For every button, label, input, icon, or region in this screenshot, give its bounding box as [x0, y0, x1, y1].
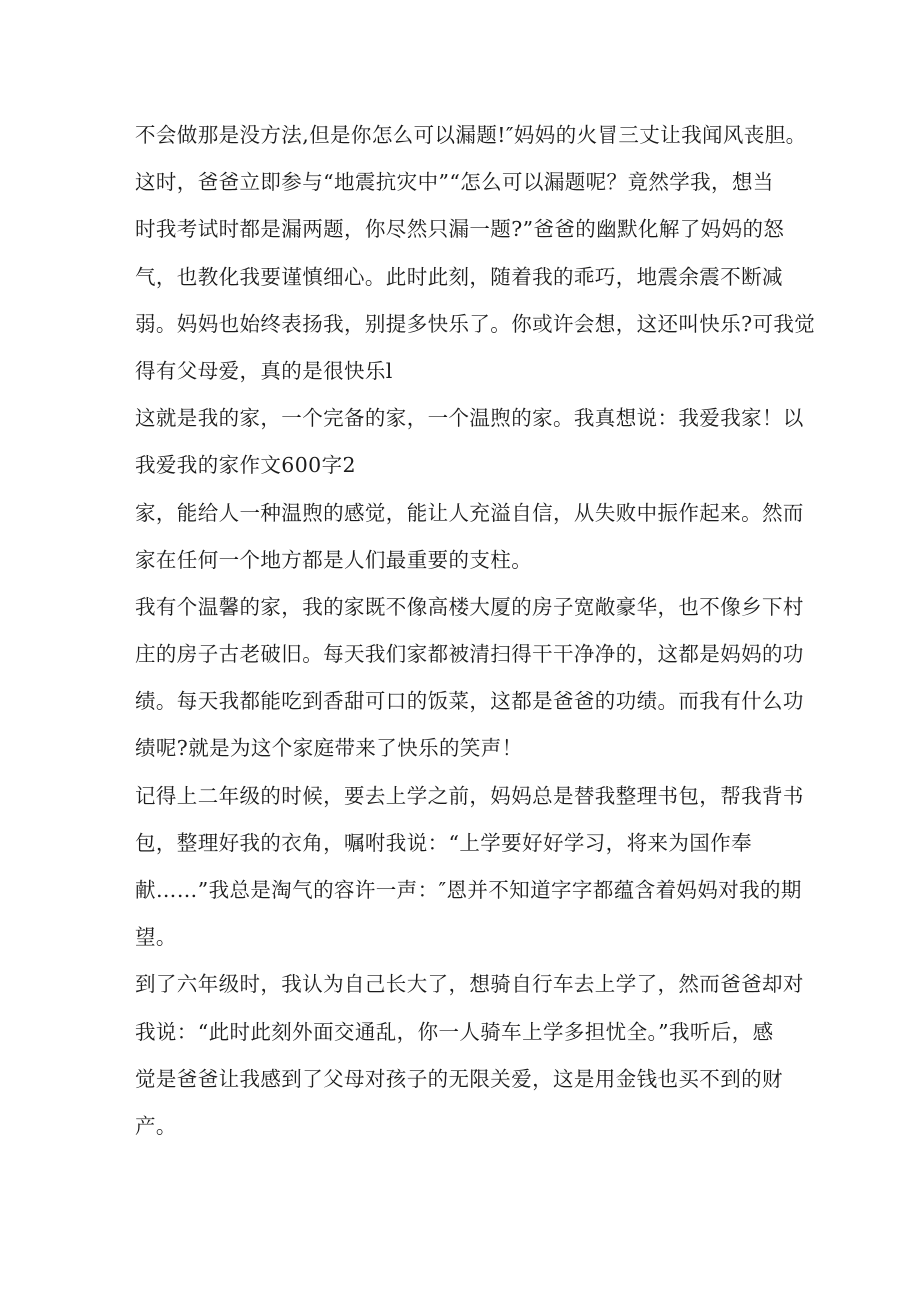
text-line: 包，整理好我的衣角，嘱咐我说：“上学要好好学习，将来为国作奉 [135, 830, 752, 855]
text-line: 绩。每天我都能吃到香甜可口的饭菜，这都是爸爸的功绩。而我有什么功 [135, 689, 804, 714]
text-line: 这就是我的家，一个完备的家，一个温煦的家。我真想说：我爱我家！以 [135, 406, 804, 431]
text-line: 望。 [135, 925, 177, 950]
text-line: 得有父母爱，真的是很快乐l [135, 358, 393, 383]
text-line: 不会做那是没方法,但是你怎么可以漏题!″妈妈的火冒三丈让我闻风丧胆。 [135, 123, 807, 147]
text-line: 家在任何一个地方都是人们最重要的支柱。 [135, 547, 533, 572]
text-line: 时我考试时都是漏两题，你尽然只漏一题?”爸爸的幽默化解了妈妈的怒 [135, 217, 785, 242]
text-line: 气，也教化我要谨慎细心。此时此刻，随着我的乖巧，地震余震不断减 [135, 264, 783, 289]
text-line: 我有个温馨的家，我的家既不像高楼大厦的房子宽敞豪华，也不像乡下村 [135, 594, 804, 619]
text-line: 庄的房子古老破旧。每天我们家都被清扫得干干净净的，这都是妈妈的功 [135, 642, 804, 667]
text-line: 家，能给人一种温煦的感觉，能让人充溢自信，从失败中振作起来。然而 [135, 500, 804, 525]
text-line: 弱。妈妈也始终表扬我，别提多快乐了。你或许会想，这还叫快乐?可我觉 [135, 311, 816, 336]
text-line: 我说：“此时此刻外面交通乱，你一人骑车上学多担忧全。”我听后，感 [135, 1019, 774, 1044]
text-line: 产。 [135, 1113, 177, 1138]
text-line: 到了六年级时，我认为自己长大了，想骑自行车去上学了，然而爸爸却对 [135, 972, 804, 997]
text-line: 绩呢?就是为这个家庭带来了快乐的笑声！ [135, 736, 523, 761]
text-line: 献……”我总是淘气的容许一声：″恩并不知道字字都蕴含着妈妈对我的期 [135, 878, 802, 902]
section-heading: 我爱我的家作文600字2 [135, 453, 356, 478]
text-line: 觉是爸爸让我感到了父母对孩子的无限关爱，这是用金钱也买不到的财 [135, 1066, 783, 1091]
essay-body [135, 112, 816, 1150]
text-line: 记得上二年级的时候，要去上学之前，妈妈总是替我整理书包，帮我背书 [135, 783, 804, 808]
text-line: 这时，爸爸立即参与“地震抗灾中”“怎么可以漏题呢？竟然学我，想当 [135, 170, 774, 195]
